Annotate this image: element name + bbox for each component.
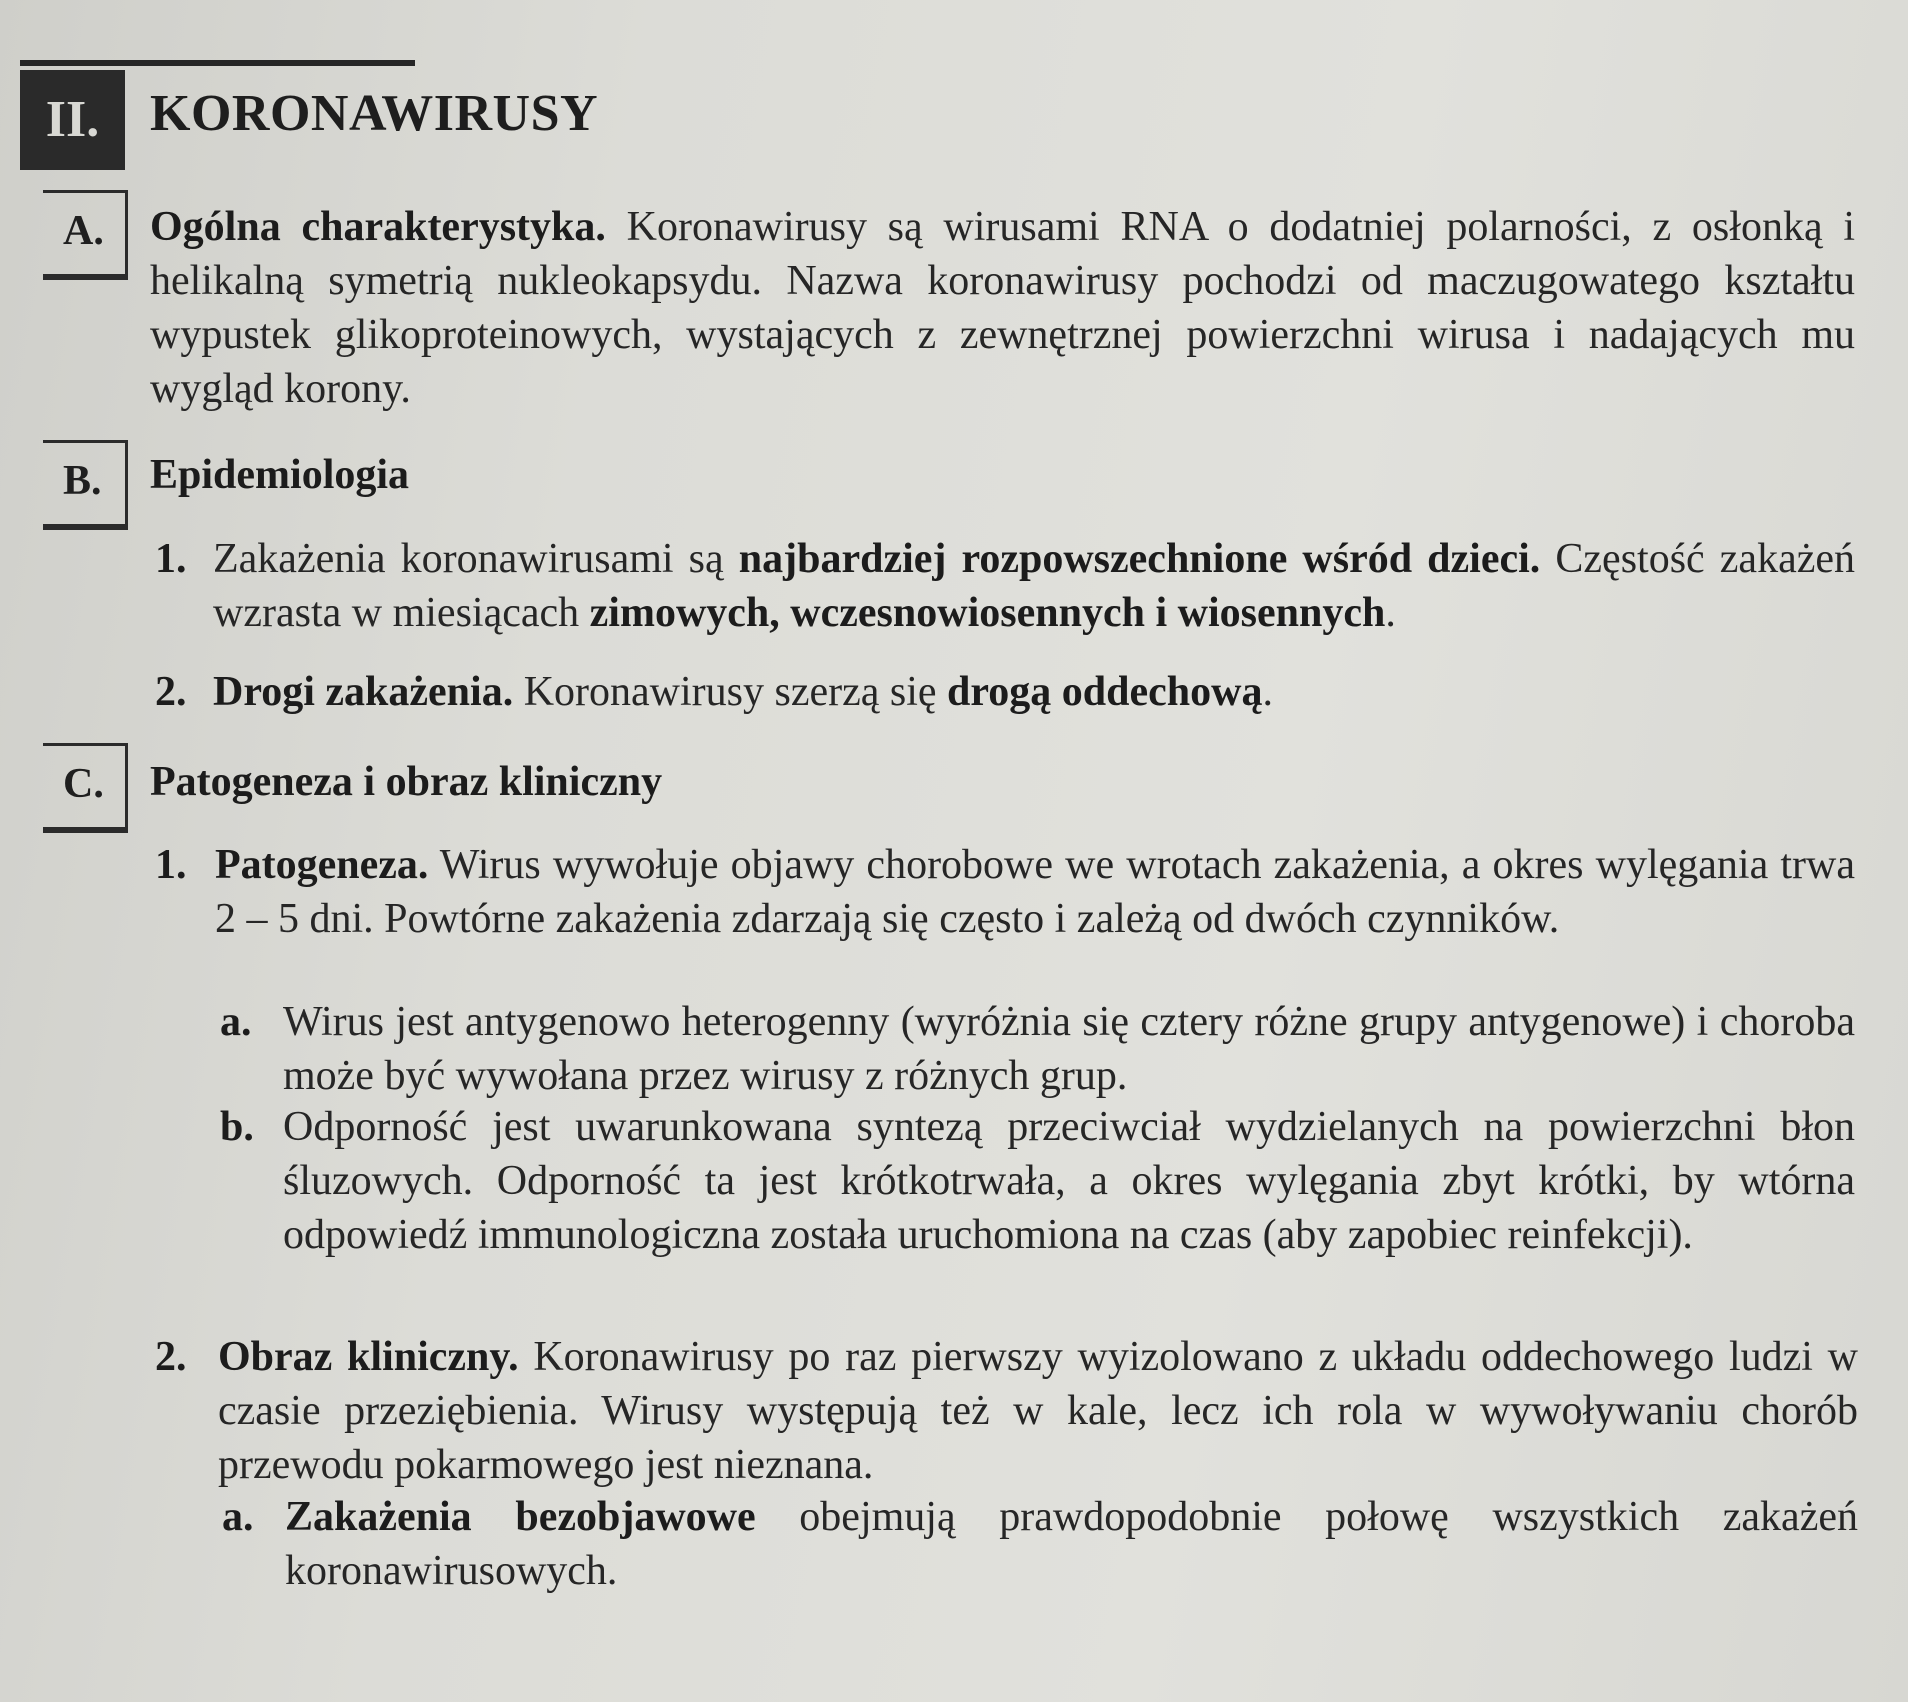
section-b-item-2-heading: Drogi zakażenia. <box>213 669 514 715</box>
section-b-item-1-text-1: Zakażenia koronawirusami są <box>213 536 739 582</box>
section-b-item-2-number: 2. <box>155 669 187 715</box>
section-c-item-1-sub-a-letter: a. <box>220 999 252 1045</box>
section-letter-c: C. <box>63 761 104 807</box>
section-b-item-2-text-2: . <box>1262 669 1273 715</box>
section-c-item-1-sub-b-letter: b. <box>220 1104 254 1150</box>
chapter-number: II. <box>20 70 125 170</box>
section-b-item-1-text-3: . <box>1385 590 1396 636</box>
section-c-item-1-heading: Patogeneza. <box>215 842 429 888</box>
section-a-heading: Ogólna charakterystyka. <box>150 204 606 250</box>
section-c-item-2-sub-a-heading: Zakażenia bezobjawowe <box>285 1494 756 1540</box>
section-c-item-2-text: Koronawirusy po raz pierwszy wyizolowano z układu oddechowego ludzi w czasie przeziębienia. Wirusy występują też w kale, lecz ich rola w wywoływaniu chorób przewodu pokarmowego jest nieznana. <box>218 1334 1858 1488</box>
section-c-item-2-number: 2. <box>155 1334 187 1380</box>
section-c-item-2-sub-a <box>285 1490 1858 1598</box>
section-c-item-2-heading: Obraz kliniczny. <box>218 1334 519 1380</box>
section-b-item-2-bold-1: drogą oddechową <box>947 669 1263 715</box>
section-b-item-1-bold-2: zimowych, wczesnowiosennych i wiosennych <box>589 590 1386 636</box>
section-c-item-2-sub-a-letter: a. <box>222 1494 254 1540</box>
section-b-heading: Epidemiologia <box>150 452 410 498</box>
section-b-item-2 <box>213 665 1855 719</box>
section-c-item-1-sub-a: Wirus jest antygenowo heterogenny (wyróżnia się cztery różne grupy antygenowe) i choroba może być wywołana przez wirusy z różnych grup. <box>283 999 1855 1099</box>
section-b-item-1-number: 1. <box>155 536 187 582</box>
section-a-paragraph <box>150 200 1855 416</box>
section-c-item-2 <box>218 1330 1858 1492</box>
section-letter-a: A. <box>63 208 104 254</box>
chapter-rule <box>20 60 415 66</box>
section-marker-a <box>43 190 128 280</box>
chapter-header <box>20 60 1860 170</box>
section-b-item-1-text-2: Częstość zakażeń wzrasta w miesiącach <box>213 536 1855 636</box>
section-b-item-1-bold-1: najbardziej rozpowszechnione wśród dzieci. <box>738 536 1541 582</box>
section-b-heading-block <box>150 448 1855 502</box>
section-c-item-2-sub-a-text: obejmują prawdopodobnie połowę wszystkich zakażeń koronawirusowych. <box>285 1494 1858 1594</box>
section-marker-c <box>43 743 128 833</box>
section-c-item-1-sub-b: Odporność jest uwarunkowana syntezą przeciwciał wydzielanych na powierzchni błon śluzowych. Odporność ta jest krótkotrwała, a okres wylęgania zbyt krótki, by wtórna odpowiedź immunologiczna została uruchomiona na czas (aby zapobiec reinfekcji). <box>283 1104 1855 1258</box>
section-marker-b <box>43 440 128 530</box>
section-letter-b: B. <box>63 458 102 504</box>
section-c-item-1-text: Wirus wywołuje objawy chorobowe we wrotach zakażenia, a okres wylęgania trwa 2 – 5 dni. Powtórne zakażenia zdarzają się często i zależą od dwóch czynników. <box>215 842 1855 942</box>
section-c-heading-block <box>150 755 1855 809</box>
section-a-text: Koronawirusy są wirusami RNA o dodatniej polarności, z osłonką i helikalną symetrią nukleokapsydu. Nazwa koronawirusy pochodzi od maczugowatego kształtu wypustek glikoproteinowych, wystających z zewnętrznej powierzchni wirusa i nadających mu wygląd korony. <box>150 204 1856 412</box>
section-c-heading: Patogeneza i obraz kliniczny <box>150 759 663 805</box>
section-c-item-1 <box>215 838 1855 946</box>
section-c-item-1-number: 1. <box>155 842 187 888</box>
section-b-item-1 <box>213 532 1855 640</box>
chapter-title: KORONAWIRUSY <box>150 85 599 142</box>
section-b-item-2-text-1: Koronawirusy szerzą się <box>513 669 948 715</box>
